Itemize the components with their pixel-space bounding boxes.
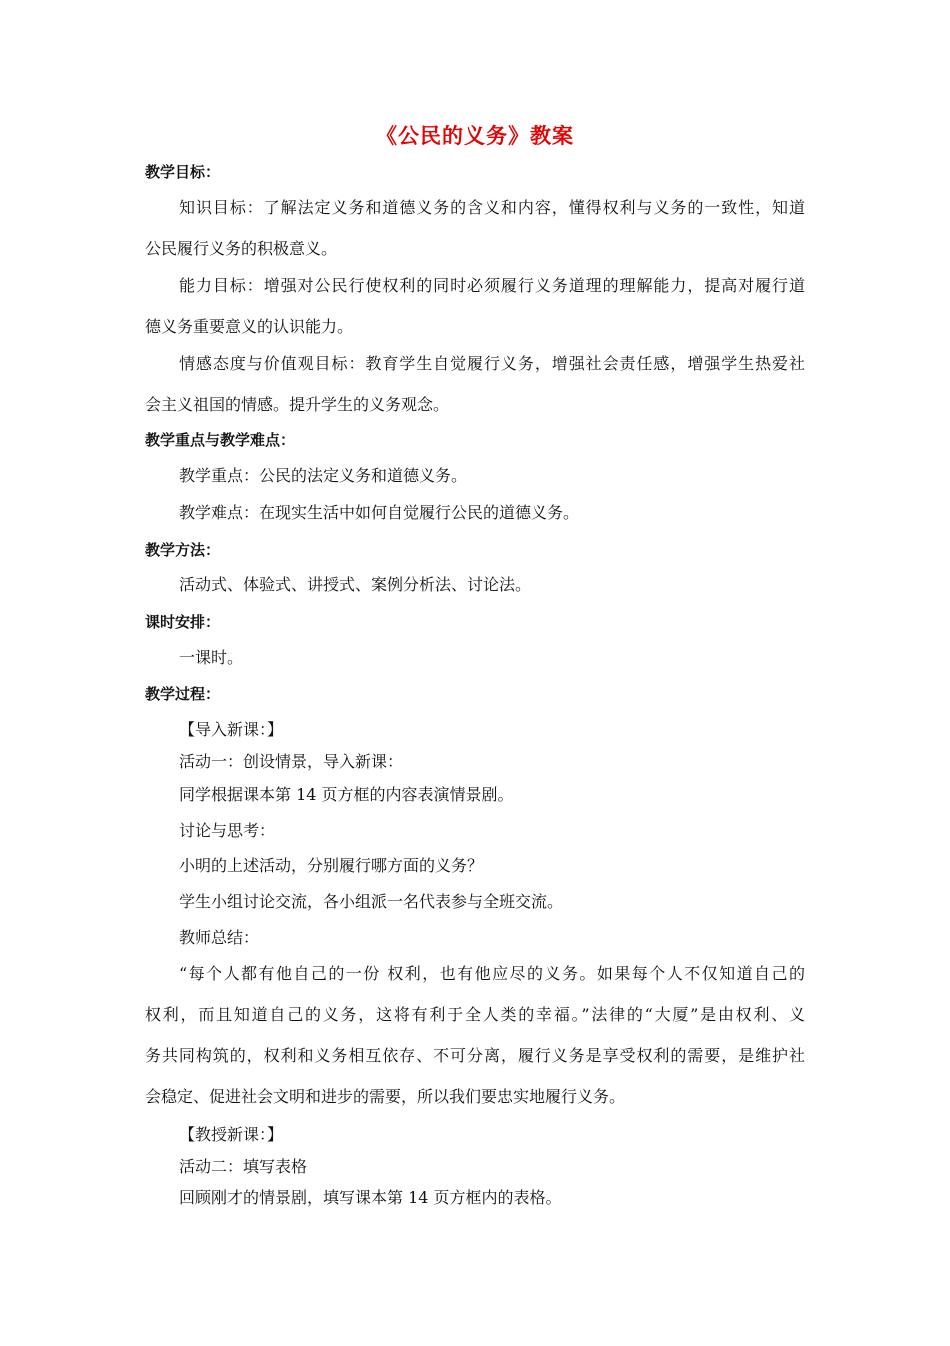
emotion-line-1: 情感态度与价值观目标：教育学生自觉履行义务，增强社会责任感，增强学生热爱社 [179, 354, 805, 373]
key-points-heading: 教学重点与教学难点： [145, 431, 296, 449]
question-text: 小明的上述活动，分别履行哪方面的义务？ [179, 856, 484, 875]
discuss-label: 讨论与思考： [179, 821, 276, 840]
activity-1-desc: 同学根据课本第 14 页方框的内容表演情景剧。 [179, 785, 514, 804]
summary-line-4: 会稳定、促进社会文明和进步的需要，所以我们要忠实地履行义务。 [145, 1087, 626, 1106]
methods-heading: 教学方法： [145, 541, 221, 559]
summary-line-2: 权利，而且知道自己的义务，这将有利于全人类的幸福。”法律的“大厦”是由权利、义 [145, 1005, 805, 1024]
intro-label: 【导入新课：】 [179, 720, 284, 739]
ability-objective [145, 276, 805, 358]
group-text: 学生小组讨论交流，各小组派一名代表参与全班交流。 [179, 892, 564, 911]
emotion-line-2: 会主义祖国的情感。提升学生的义务观念。 [145, 395, 450, 414]
summary-line-1: “每个人都有他自己的一份 权利，也有他应尽的义务。如果每个人不仅知道自己的 [179, 964, 805, 983]
summary-label: 教师总结： [179, 928, 260, 947]
key-difficulty: 教学难点：在现实生活中如何自觉履行公民的道德义务。 [179, 503, 580, 522]
ability-line-1: 能力目标：增强对公民行使权利的同时必须履行义务道理的理解能力，提高对履行道 [179, 276, 805, 295]
ability-line-2: 德义务重要意义的认识能力。 [145, 317, 354, 336]
knowledge-line-2: 公民履行义务的积极意义。 [145, 239, 338, 258]
schedule-text: 一课时。 [179, 648, 244, 667]
new-lesson-label: 【教授新课：】 [179, 1125, 284, 1144]
summary-line-3: 务共同构筑的，权利和义务相互依存、不可分离，履行义务是享受权利的需要，是维护社 [145, 1046, 805, 1065]
methods-text: 活动式、体验式、讲授式、案例分析法、讨论法。 [179, 575, 532, 594]
knowledge-objective [145, 198, 805, 280]
teacher-summary [145, 964, 805, 1128]
knowledge-line-1: 知识目标：了解法定义务和道德义务的含义和内容，懂得权利与义务的一致性，知道 [179, 198, 805, 217]
schedule-heading: 课时安排： [145, 613, 221, 631]
activity-1: 活动一：创设情景，导入新课： [179, 752, 404, 771]
activity-2-desc: 回顾刚才的情景剧，填写课本第 14 页方框内的表格。 [179, 1188, 562, 1207]
key-focus: 教学重点：公民的法定义务和道德义务。 [179, 466, 468, 485]
activity-2: 活动二：填写表格 [179, 1157, 308, 1176]
page-title: 《公民的义务》教案 [376, 123, 574, 148]
objectives-heading: 教学目标： [145, 163, 221, 181]
process-heading: 教学过程： [145, 685, 221, 703]
emotion-objective [145, 354, 805, 436]
